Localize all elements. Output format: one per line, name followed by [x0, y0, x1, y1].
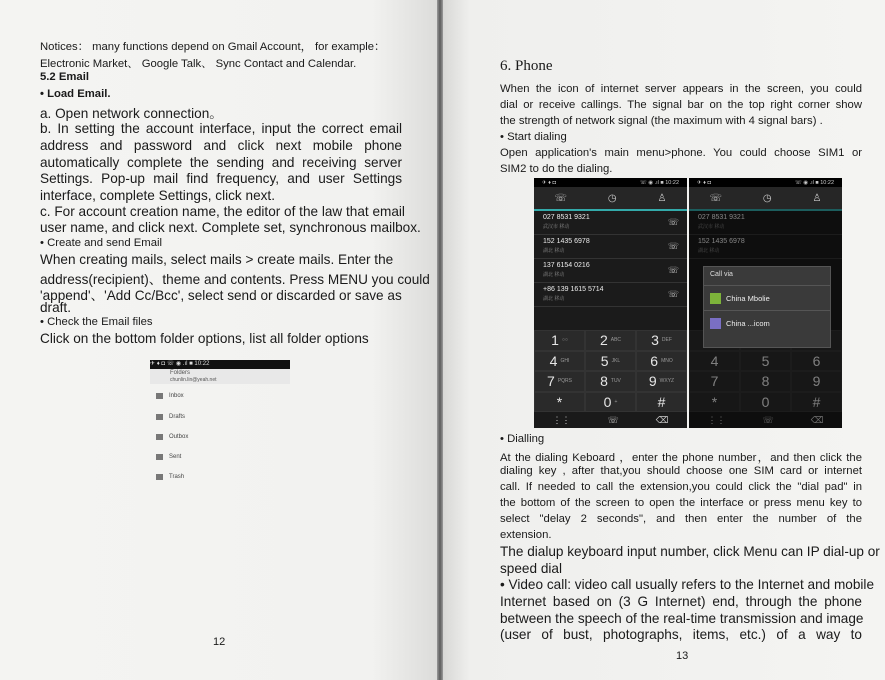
call-icon: ☏: [667, 217, 679, 227]
step-b-line-2: address and password and click next mobile phone: [40, 138, 402, 153]
left-page: [0, 0, 437, 680]
phone-tabs: [689, 187, 842, 211]
video-line-3: between the speech of the real-time transmission and image: [500, 611, 864, 626]
key-4[interactable]: 4 GHI: [534, 351, 585, 372]
notices-line-1: Notices： many functions depend on Gmail Account， for example：: [40, 41, 386, 53]
sim1-icon: [710, 293, 721, 304]
sim-option-2[interactable]: China ...icom: [704, 310, 830, 335]
folder-outbox[interactable]: Outbox: [156, 434, 188, 440]
create-line-2: address(recipient)、theme and contents. Press MENU you could: [40, 272, 430, 287]
dialpad-icon[interactable]: ⋮⋮: [552, 414, 571, 425]
keyboard-line-1: The dialup keyboard input number, click Menu can IP dial-up or: [500, 544, 880, 559]
check-email-bullet: • Check the Email files: [40, 316, 153, 328]
folders-account: chunlin.lin@yeah.net: [170, 377, 217, 383]
dialling-line-4: the bottom of the screen to open the interface or press menu key to: [500, 497, 862, 509]
folder-screenshot: [150, 360, 290, 490]
folders-header: [150, 369, 290, 384]
start-dialing-bullet: • Start dialing: [500, 131, 567, 143]
key-hash: #: [791, 392, 842, 413]
call-log-row[interactable]: +86 139 1615 5714 湖北 移动 ☏: [534, 283, 687, 307]
folder-drafts[interactable]: Drafts: [156, 414, 185, 420]
dial-pad: [534, 330, 687, 412]
keyboard-line-2: speed dial: [500, 561, 562, 576]
notices-line-2: Electronic Market、 Google Talk、 Sync Contact and Calendar.: [40, 58, 357, 70]
intro-line-2: dial or receive callings. The signal bar on the top right corner show: [500, 99, 862, 111]
dial-call-icon[interactable]: ☏: [607, 414, 619, 425]
dialling-line-1: At the dialing Keboard ，enter the phone number，and then click the: [500, 452, 862, 464]
trash-icon: [156, 474, 163, 480]
folder-sent[interactable]: Sent: [156, 454, 181, 460]
drafts-icon: [156, 414, 163, 420]
create-line-4: draft.: [40, 300, 71, 315]
call-log-row[interactable]: 137 6154 0216 湖北 移动 ☏: [534, 259, 687, 283]
clock-tab-icon: ◷: [762, 192, 772, 204]
key-7: 7: [689, 371, 740, 392]
video-line-1: • Video call: video call usually refers to the Internet and mobile: [500, 577, 875, 592]
dialer-screenshot: [534, 178, 687, 428]
sim-option-1[interactable]: China Mbolie: [704, 285, 830, 310]
step-c-line-2: user name, and click next. Complete set, synchronous mailbox.: [40, 220, 421, 235]
key-0[interactable]: 0 +: [585, 392, 636, 413]
create-send-bullet: • Create and send Email: [40, 237, 163, 249]
folder-options-text: Click on the bottom folder options, list all folder options: [40, 331, 369, 346]
intro-line-1: When the icon of internet server appears in the screen, you could: [500, 83, 862, 95]
open-line-2: SIM2 to do the dialing.: [500, 163, 613, 175]
dialling-line-3: call. If needed to call the extension,you could click the "dial pad" in: [500, 481, 862, 493]
backspace-icon[interactable]: ⌫: [655, 414, 669, 425]
phone-tab-icon: ☏: [709, 192, 722, 204]
step-b-line-4: Settings. Pop-up mail find frequency, and user Settings: [40, 171, 402, 186]
key-7[interactable]: 7 PQRS: [534, 371, 585, 392]
dialling-line-2: dialing key , after that,you should choose one SIM card or internet: [500, 465, 862, 477]
intro-line-3: the strength of network signal (the maximum with 4 signal bars) .: [500, 115, 823, 127]
dialpad-icon: ⋮⋮: [707, 414, 726, 425]
video-line-2: Internet based on (3 G Internet) end, through the phone: [500, 594, 862, 609]
key-9[interactable]: 9 WXYZ: [636, 371, 687, 392]
dialling-bullet: • Dialling: [500, 433, 545, 445]
status-bar: ✈ ♦ ◘ ☏ ◉ .ıl ■ 10:22: [150, 360, 290, 369]
sim2-icon: [710, 318, 721, 329]
key-6[interactable]: 6 MNO: [636, 351, 687, 372]
key-6: 6: [791, 351, 842, 372]
key-2[interactable]: 2 ABC: [585, 330, 636, 351]
create-line-3: 'append'、'Add Cc/Bcc', select send or discarded or save as: [40, 288, 402, 303]
dialling-line-5: select "delay 2 seconds", and then enter the number of the: [500, 513, 862, 525]
key-4: 4: [689, 351, 740, 372]
phone-status-bar: ✈ ♦ ◘ ☏ ◉ .ıl ■ 10:22: [534, 178, 687, 187]
inbox-icon: [156, 393, 163, 399]
folder-trash[interactable]: Trash: [156, 474, 184, 480]
call-log-row: 027 8531 9321 武汉市 移动: [689, 211, 842, 235]
folders-title: Folders: [170, 370, 191, 376]
phone-status-bar: ✈ ♦ ◘ ☏ ◉ .ıl ■ 10:22: [689, 178, 842, 187]
page-number-left: 12: [213, 636, 226, 648]
key-8[interactable]: 8 TUV: [585, 371, 636, 392]
phone-tab-icon[interactable]: ☏: [554, 192, 567, 204]
sent-icon: [156, 454, 163, 460]
dialog-title: Call via: [710, 271, 733, 278]
phone-tabs: [534, 187, 687, 211]
call-log-row: 152 1435 6978 湖北 移动: [689, 235, 842, 259]
dial-call-icon: ☏: [762, 414, 774, 425]
folder-inbox[interactable]: Inbox: [156, 393, 184, 399]
call-log-row[interactable]: 027 8531 9321 武汉市 移动 ☏: [534, 211, 687, 235]
page-number-right: 13: [676, 650, 689, 662]
contacts-tab-icon: ♙: [812, 192, 822, 204]
call-log-row[interactable]: 152 1435 6978 湖北 移动 ☏: [534, 235, 687, 259]
key-0: 0: [740, 392, 791, 413]
key-9: 9: [791, 371, 842, 392]
call-icon: ☏: [667, 289, 679, 299]
phone-heading: 6. Phone: [500, 58, 553, 74]
call-via-dialog: [703, 266, 831, 348]
sim-choice-screenshot: [689, 178, 842, 428]
call-log: [534, 211, 687, 307]
step-b-line-5: interface, complete Settings, click next.: [40, 188, 275, 203]
clock-tab-icon[interactable]: ◷: [607, 192, 617, 204]
right-page: [443, 0, 885, 680]
contacts-tab-icon[interactable]: ♙: [657, 192, 667, 204]
open-line-1: Open application's main menu>phone. You could choose SIM1 or: [500, 147, 862, 159]
dialling-line-6: extension.: [500, 529, 552, 541]
video-line-4: (user of bust, photographs, items, etc.) of a way to: [500, 627, 862, 642]
key-8: 8: [740, 371, 791, 392]
key-3[interactable]: 3 DEF: [636, 330, 687, 351]
outbox-icon: [156, 434, 163, 440]
key-star: *: [689, 392, 740, 413]
key-1[interactable]: 1 ○○: [534, 330, 585, 351]
step-a: a. Open network connection。: [40, 106, 223, 121]
create-line-1: When creating mails, select mails > create mails. Enter the: [40, 252, 394, 267]
step-c-line-1: c. For account creation name, the editor of the law that email: [40, 204, 405, 219]
key-5[interactable]: 5 JKL: [585, 351, 636, 372]
key-5: 5: [740, 351, 791, 372]
call-icon: ☏: [667, 265, 679, 275]
step-b-line-3: automatically complete the sending and receiving server: [40, 155, 402, 170]
key-star[interactable]: *: [534, 392, 585, 413]
dialer-bottom-bar: [534, 412, 687, 428]
load-email-bullet: • Load Email.: [40, 88, 111, 100]
call-icon: ☏: [667, 241, 679, 251]
key-hash[interactable]: #: [636, 392, 687, 413]
step-b-line-1: b. In setting the account interface, input the correct email: [40, 121, 402, 136]
section-heading: 5.2 Email: [40, 71, 89, 83]
backspace-icon: ⌫: [810, 414, 824, 425]
